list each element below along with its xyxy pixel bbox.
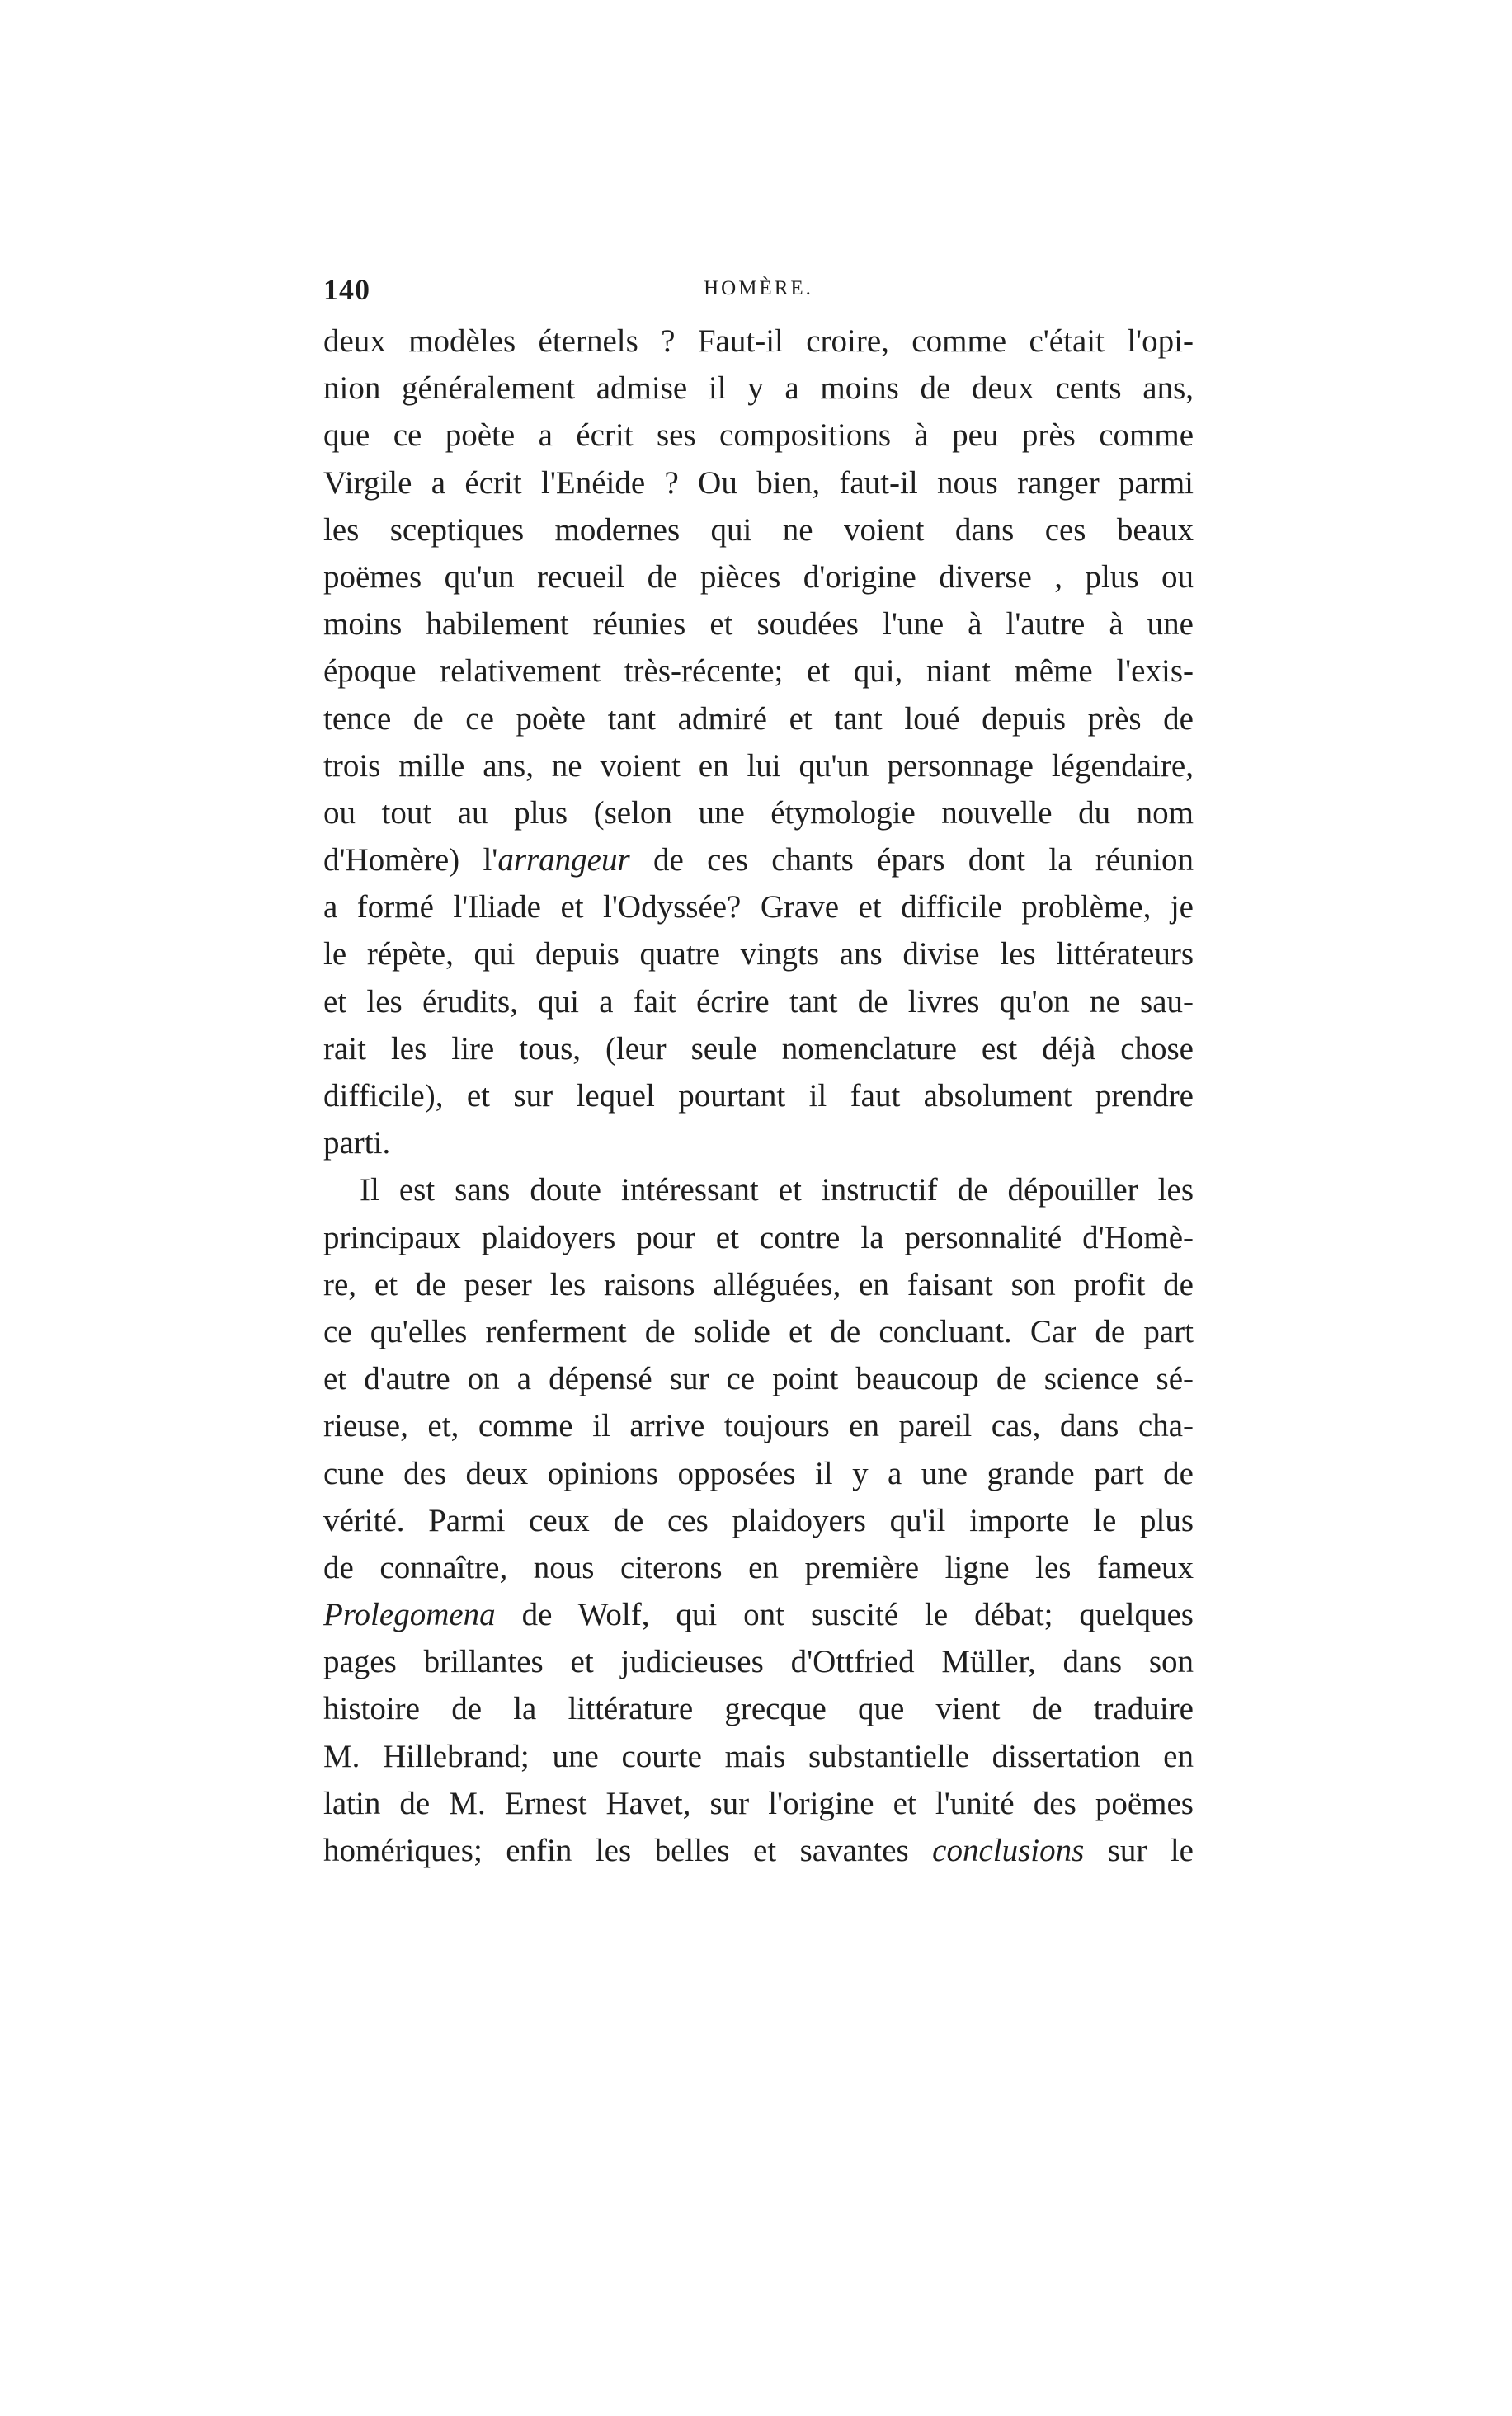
text-segment: nion généralement admise il y a moins de deux cents ans, bbox=[323, 370, 1194, 407]
text-segment: re, et de peser les raisons alléguées, en faisant son profit de bbox=[323, 1266, 1194, 1302]
text-line bbox=[323, 365, 1194, 412]
text-segment: latin de M. Ernest Havet, sur l'origine et l'unité des poëmes bbox=[323, 1785, 1194, 1821]
text-line bbox=[323, 930, 1194, 977]
text-line bbox=[323, 318, 1194, 365]
text-segment: histoire de la littérature grecque que vient de traduire bbox=[323, 1691, 1194, 1727]
text-line bbox=[323, 648, 1194, 695]
text-segment: de ces chants épars dont la réunion bbox=[629, 842, 1194, 878]
text-line bbox=[323, 1733, 1194, 1780]
text-line bbox=[323, 1025, 1194, 1072]
text-line bbox=[323, 836, 1194, 883]
text-line bbox=[323, 883, 1194, 930]
text-segment: vérité. Parmi ceux de ces plaidoyers qu'il importe le plus bbox=[323, 1502, 1194, 1538]
text-segment: et d'autre on a dépensé sur ce point beaucoup de science sé- bbox=[323, 1361, 1194, 1397]
text-line bbox=[323, 412, 1194, 459]
text-segment: époque relativement très-récente; et qui, niant même l'exis- bbox=[323, 653, 1194, 690]
text-segment: de connaître, nous citerons en première ligne les fameux bbox=[323, 1549, 1194, 1585]
text-segment: le répète, qui depuis quatre vingts ans divise les littérateurs bbox=[323, 936, 1194, 973]
text-line bbox=[323, 1402, 1194, 1449]
text-segment: trois mille ans, ne voient en lui qu'un personnage légendaire, bbox=[323, 747, 1194, 784]
text-segment: principaux plaidoyers pour et contre la personnalité d'Homè- bbox=[323, 1219, 1194, 1255]
text-segment: deux modèles éternels ? Faut-il croire, comme c'était l'opi- bbox=[323, 323, 1194, 359]
text-segment: ce qu'elles renferment de solide et de concluant. Car de part bbox=[323, 1313, 1194, 1349]
text-segment: M. Hillebrand; une courte mais substantielle dissertation en bbox=[323, 1738, 1194, 1774]
italic-text-segment: arrangeur bbox=[497, 842, 630, 878]
text-line bbox=[323, 1638, 1194, 1685]
text-segment: homériques; enfin les belles et savantes bbox=[323, 1833, 933, 1868]
text-segment: difficile), et sur lequel pourtant il faut absolument prendre bbox=[323, 1078, 1194, 1114]
text-segment: pages brillantes et judicieuses d'Ottfried Müller, dans son bbox=[323, 1644, 1194, 1680]
text-line bbox=[323, 1450, 1194, 1497]
text-segment: sur le bbox=[1084, 1833, 1194, 1868]
italic-text-segment: conclusions bbox=[932, 1833, 1085, 1868]
text-line bbox=[323, 978, 1194, 1025]
text-segment: moins habilement réunies et soudées l'une à l'autre à une bbox=[323, 606, 1194, 643]
text-line bbox=[323, 1261, 1194, 1308]
text-line bbox=[323, 1544, 1194, 1591]
text-line bbox=[323, 1685, 1194, 1732]
text-line bbox=[323, 1827, 1194, 1874]
text-line bbox=[323, 1355, 1194, 1402]
page-header bbox=[323, 272, 1194, 313]
text-line bbox=[323, 1780, 1194, 1827]
text-segment: les sceptiques modernes qui ne voient dans ces beaux bbox=[323, 511, 1194, 548]
text-line bbox=[323, 553, 1194, 600]
text-segment: que ce poète a écrit ses compositions à peu près comme bbox=[323, 417, 1194, 454]
running-title: HOMÈRE. bbox=[704, 277, 813, 299]
text-line bbox=[323, 1119, 1194, 1166]
text-line bbox=[323, 506, 1194, 553]
text-segment: de Wolf, qui ont suscité le débat; quelques bbox=[495, 1597, 1194, 1633]
page-number: 140 bbox=[323, 273, 370, 306]
text-segment: parti. bbox=[323, 1125, 391, 1161]
text-line bbox=[323, 600, 1194, 648]
body-text bbox=[323, 318, 1194, 1874]
text-segment: Il est sans doute intéressant et instructif de dépouiller les bbox=[360, 1172, 1194, 1208]
text-segment: Virgile a écrit l'Enéide ? Ou bien, faut-il nous ranger parmi bbox=[323, 464, 1194, 501]
text-line bbox=[323, 1214, 1194, 1261]
text-segment: cune des deux opinions opposées il y a une grande part de bbox=[323, 1455, 1194, 1491]
text-segment: rait les lire tous, (leur seule nomenclature est déjà chose bbox=[323, 1030, 1194, 1067]
text-segment: ou tout au plus (selon une étymologie nouvelle du nom bbox=[323, 794, 1194, 831]
text-line bbox=[323, 742, 1194, 789]
text-segment: et les érudits, qui a fait écrire tant de livres qu'on ne sau- bbox=[323, 983, 1194, 1020]
text-segment: a formé l'Iliade et l'Odyssée? Grave et difficile problème, je bbox=[323, 889, 1194, 925]
text-segment: rieuse, et, comme il arrive toujours en pareil cas, dans cha- bbox=[323, 1408, 1194, 1444]
text-line bbox=[323, 695, 1194, 742]
text-line bbox=[323, 459, 1194, 506]
text-line bbox=[323, 1497, 1194, 1544]
text-line bbox=[323, 1591, 1194, 1638]
text-line bbox=[323, 1072, 1194, 1119]
text-segment: d'Homère) l' bbox=[323, 842, 498, 878]
text-segment: poëmes qu'un recueil de pièces d'origine diverse , plus ou bbox=[323, 558, 1194, 595]
text-segment: tence de ce poète tant admiré et tant loué depuis près de bbox=[323, 700, 1194, 737]
text-line bbox=[323, 1166, 1194, 1213]
text-line bbox=[323, 789, 1194, 836]
text-line bbox=[323, 1308, 1194, 1355]
italic-text-segment: Prolegomena bbox=[323, 1597, 496, 1633]
